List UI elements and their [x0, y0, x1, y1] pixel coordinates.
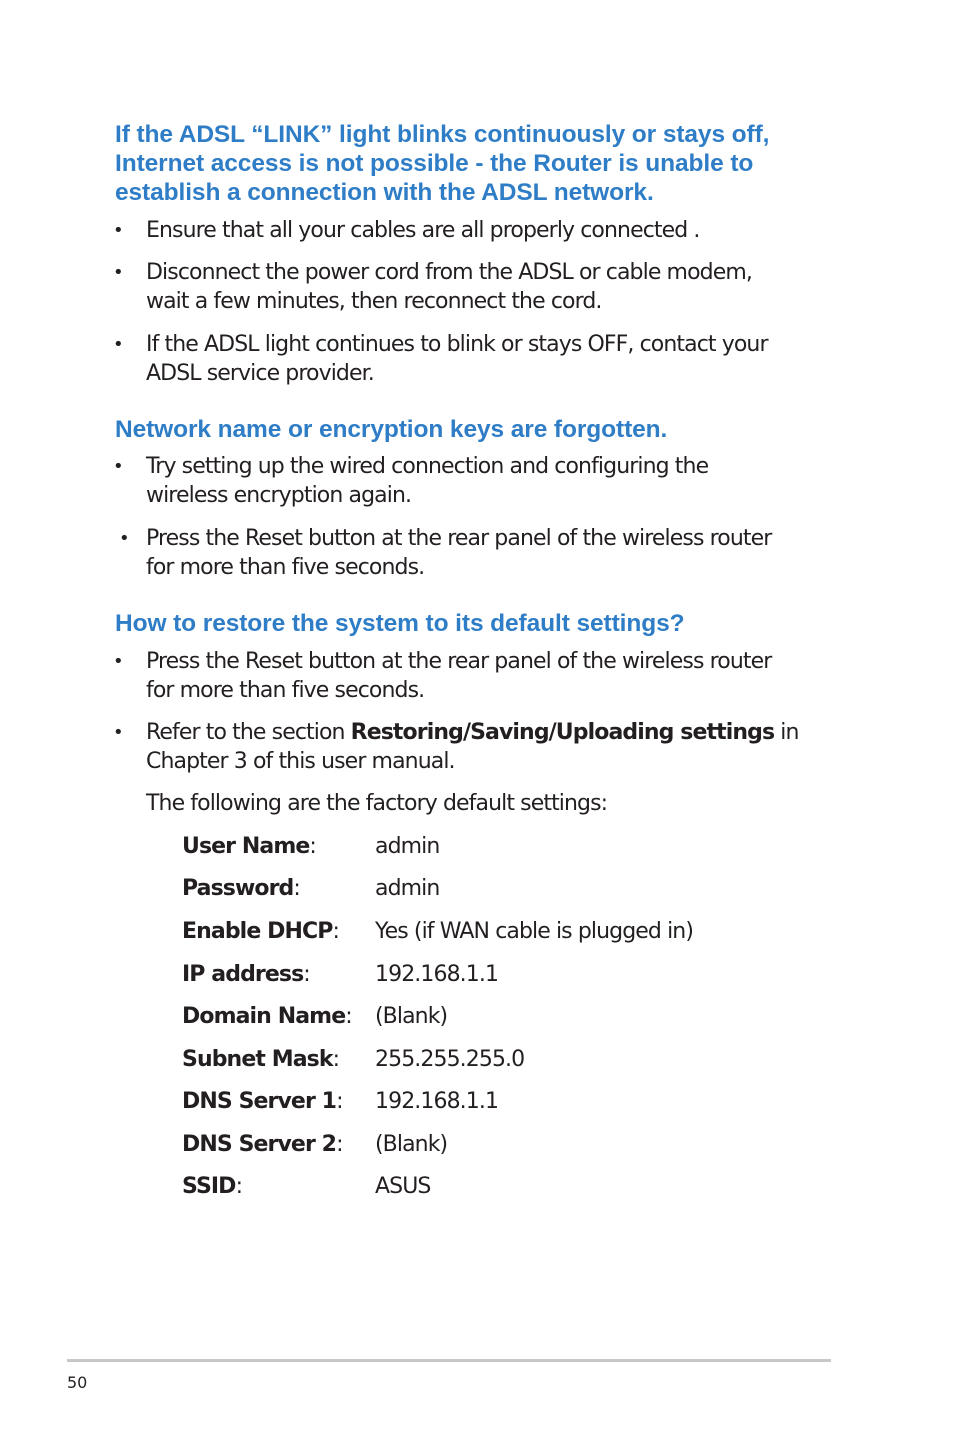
setting-value: Yes (if WAN cable is plugged in): [375, 919, 694, 944]
bullet-text: for more than five seconds.: [146, 555, 425, 580]
bullet-text: Press the Reset button at the rear panel of the wireless router: [146, 649, 772, 674]
bullet-item: [113, 258, 823, 316]
bullet-text: wireless encryption again.: [146, 483, 412, 508]
refer-section-name: Restoring/Saving/Uploading settings: [350, 720, 775, 745]
factory-defaults-intro: The following are the factory default settings:: [146, 791, 608, 816]
setting-key: [182, 832, 316, 861]
setting-value: ASUS: [375, 1174, 431, 1199]
bullet-dot: •: [119, 528, 129, 549]
setting-colon: :: [309, 834, 316, 859]
setting-value: 255.255.255.0: [375, 1047, 525, 1072]
bullet-dot: •: [113, 456, 123, 477]
setting-key: [182, 917, 339, 946]
bullet-dot: •: [113, 262, 123, 283]
bullet-text: [146, 718, 823, 747]
setting-colon: :: [332, 919, 339, 944]
setting-key-label: Enable DHCP: [182, 919, 333, 944]
footer-divider: [67, 1359, 831, 1362]
bullet-item-refer-section: [113, 718, 823, 776]
setting-colon: :: [336, 1089, 343, 1114]
setting-key: [182, 874, 300, 903]
section-heading-adsl-link: [115, 120, 769, 207]
bullet-item: [113, 216, 823, 245]
heading-line: Internet access is not possible - the Router is unable to: [115, 150, 754, 177]
setting-key-label: DNS Server 2: [182, 1132, 337, 1157]
setting-colon: :: [336, 1132, 343, 1157]
setting-colon: :: [303, 962, 310, 987]
setting-key: [182, 1087, 343, 1116]
setting-colon: :: [345, 1004, 352, 1029]
setting-key-label: IP address: [182, 962, 304, 987]
bullet-text: Ensure that all your cables are all properly connected .: [146, 218, 700, 243]
setting-key-label: Password: [182, 876, 294, 901]
setting-key-label: DNS Server 1: [182, 1089, 337, 1114]
setting-colon: :: [293, 876, 300, 901]
setting-key-label: SSID: [182, 1174, 236, 1199]
setting-value: (Blank): [375, 1004, 448, 1029]
bullet-text: Press the Reset button at the rear panel of the wireless router: [146, 526, 772, 551]
bullet-text: wait a few minutes, then reconnect the cord.: [146, 289, 602, 314]
bullet-text: ADSL service provider.: [146, 361, 374, 386]
setting-value: admin: [375, 834, 440, 859]
setting-value: 192.168.1.1: [375, 1089, 499, 1114]
bullet-text: Chapter 3 of this user manual.: [146, 749, 455, 774]
setting-key-label: User Name: [182, 834, 310, 859]
section-heading-forgotten-keys: Network name or encryption keys are forgotten.: [115, 416, 668, 443]
bullet-item: [113, 647, 823, 705]
setting-value: 192.168.1.1: [375, 962, 499, 987]
setting-key-label: Subnet Mask: [182, 1047, 333, 1072]
refer-prefix: Refer to the section: [146, 720, 351, 745]
setting-key: [182, 960, 310, 989]
heading-line: If the ADSL “LINK” light blinks continuously or stays off,: [115, 121, 770, 148]
setting-key: [182, 1045, 339, 1074]
refer-suffix: in: [774, 720, 799, 745]
setting-value: (Blank): [375, 1132, 448, 1157]
setting-key: [182, 1002, 352, 1031]
bullet-text: Try setting up the wired connection and configuring the: [146, 454, 709, 479]
setting-key: [182, 1172, 242, 1201]
page-number: 50: [67, 1373, 88, 1392]
bullet-dot: •: [113, 220, 123, 241]
bullet-dot: •: [113, 651, 123, 672]
setting-colon: :: [332, 1047, 340, 1072]
setting-key-label: Domain Name: [182, 1004, 346, 1029]
setting-colon: :: [235, 1174, 243, 1199]
bullet-dot: •: [113, 722, 123, 743]
heading-line: establish a connection with the ADSL network.: [115, 179, 654, 206]
bullet-text: Disconnect the power cord from the ADSL or cable modem,: [146, 260, 752, 285]
bullet-item: [113, 330, 823, 388]
bullet-item: [113, 524, 823, 582]
section-heading-restore-defaults: How to restore the system to its default settings?: [115, 610, 685, 637]
setting-key: [182, 1130, 343, 1159]
bullet-item: [113, 452, 823, 510]
bullet-dot: •: [113, 334, 123, 355]
setting-value: admin: [375, 876, 440, 901]
bullet-text: If the ADSL light continues to blink or stays OFF, contact your: [146, 332, 768, 357]
bullet-text: for more than five seconds.: [146, 678, 425, 703]
